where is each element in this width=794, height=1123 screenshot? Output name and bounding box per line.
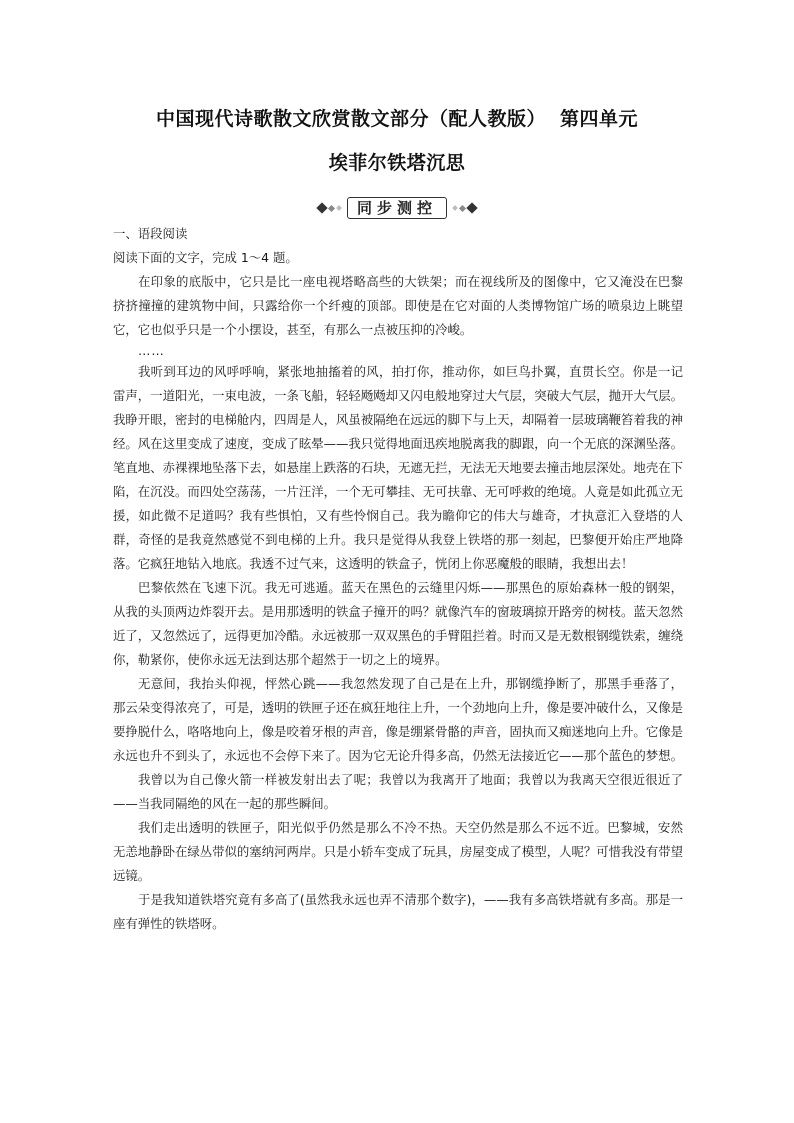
paragraph: 我听到耳边的风呼呼响，紧张地抽搐着的风，拍打你，推动你，如巨鸟扑翼，直贯长空。你是一记雷声，一道阳光，一束电波，一条飞船，轻轻飏飏却又闪电般地穿过大气层，突破大气层，抛开大气层。我睁开眼，密封的电梯舱内，四周是人，风虽被隔绝在远远的脚下与上天，却隔着一层玻璃鞭笞着我的神经。风在这里变成了速度，变成了眩晕——我只觉得地面迅疾地脱离我的脚跟，向一个无底的深渊坠落。笔直地、赤裸裸地坠落下去，如悬崖上跌落的石块，无遮无拦，无法无天地要去撞击地层深处。地壳在下陷，在沉没。而四处空荡荡，一片汪洋，一个无可攀挂、无可扶靠、无可呼救的绝境。人竟是如此孤立无援，如此微不足道吗？我有些惧怕，又有些怜悯自己。我为瞻仰它的伟大与雄奇，才执意汇入登塔的人群，奇怪的是我竟然感觉不到电梯的上升。我只是觉得从我登上铁塔的那一刻起，巴黎便开始庄严地降落。它疯狂地钻入地底。我透不过气来，这透明的铁盒子，恍闭上你恶魔般的眼睛，我想出去！ bbox=[113, 364, 683, 571]
section-banner bbox=[0, 196, 794, 220]
paragraph: 于是我知道铁塔究竟有多高了(虽然我永远也弄不清那个数字)，——我有多高铁塔就有多高。那是一座有弹性的铁塔呀。 bbox=[113, 892, 683, 931]
paragraph: 我曾以为自己像火箭一样被发射出去了呢；我曾以为我离开了地面；我曾以为我离天空很近很近了——当我同隔绝的风在一起的那些瞬间。 bbox=[113, 772, 683, 811]
paragraph: 在印象的底版中，它只是比一座电视塔略高些的大铁架；而在视线所及的图像中，它又淹没在巴黎挤挤撞撞的建筑物中间，只露给你一个纤瘦的顶部。即使是在它对面的人类博物馆广场的喷泉边上眺望它，它也似乎只是一个小摆设，甚至，有那么一点被压抑的冷峻。 bbox=[113, 274, 683, 337]
title-unit: 第四单元 bbox=[560, 108, 639, 130]
document-subtitle: 埃菲尔铁塔沉思 bbox=[328, 152, 466, 174]
banner-left-diamonds-icon bbox=[318, 204, 341, 212]
section-heading: 一、语段阅读 bbox=[113, 226, 188, 241]
document-body bbox=[113, 222, 683, 936]
paragraph: 无意间，我抬头仰视，怦然心跳——我忽然发现了自己是在上升，那钢缆挣断了，那黑手垂落了，那云朵变得浓亮了，可是，透明的铁匣子还在疯狂地往上升，一个劲地向上升，像是要冲破什么，又像是要挣脱什么，咯咯地向上，像是咬着牙根的声音，像是绷紧骨骼的声音，固执而又痴迷地向上升。它像是永远也升不到头了，永远也不会停下来了。因为它无论升得多高，仍然无法接近它——那个蓝色的梦想。 bbox=[113, 676, 683, 763]
title-main: 中国现代诗歌散文欣赏散文部分（配人教版） bbox=[155, 108, 546, 130]
banner-right-diamonds-icon bbox=[453, 204, 476, 212]
ellipsis: …… bbox=[138, 343, 165, 358]
banner-label: 同步测控 bbox=[347, 197, 447, 219]
document-title bbox=[0, 104, 794, 131]
paragraph: 巴黎依然在飞速下沉。我无可逃遁。蓝天在黑色的云缝里闪烁——那黑色的原始森林一般的钢架，从我的头顶两边炸裂开去。是用那透明的铁盒子撞开的吗？就像汽车的窗玻璃掠开路旁的树枝。蓝天忽然近了，又忽然远了，远得更加冷酷。永远被那一双双黑色的手臂阻拦着。时而又是无数根钢缆铁索，缠绕你，勒紧你，使你永远无法到达那个超然于一切之上的境界。 bbox=[113, 580, 683, 667]
instruction: 阅读下面的文字，完成 1～4 题。 bbox=[113, 250, 298, 265]
paragraph: 我们走出透明的铁匣子，阳光似乎仍然是那么不冷不热。天空仍然是那么不远不近。巴黎城，安然无恙地静卧在绿丛带似的塞纳河两岸。只是小轿车变成了玩具，房屋变成了模型，人呢？可惜我没有带望远镜。 bbox=[113, 820, 683, 883]
